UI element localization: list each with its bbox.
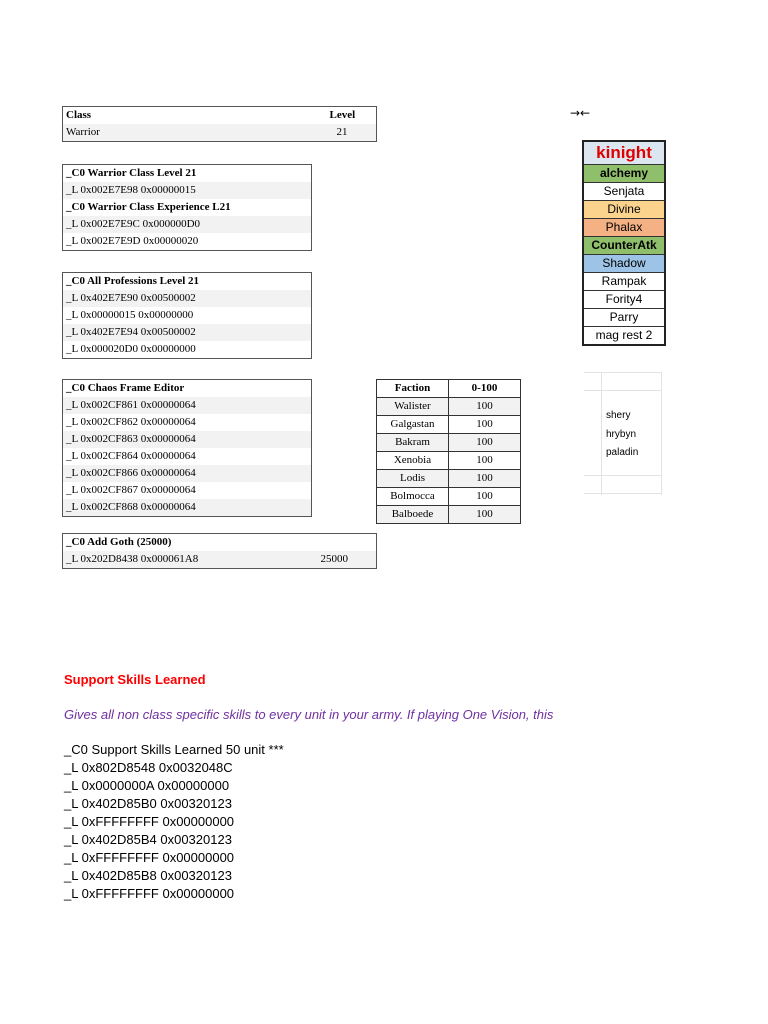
add-goth-table <box>62 533 377 569</box>
faction-name: Xenobia <box>377 452 449 470</box>
faction-value: 100 <box>449 452 521 470</box>
arrows-glyph: →← <box>570 106 591 120</box>
faction-name: Balboede <box>377 506 449 524</box>
chaos-frame-table <box>62 379 312 517</box>
table-row <box>377 488 521 506</box>
table-row <box>63 397 312 414</box>
knight-list-item: Divine <box>584 201 664 219</box>
knight-skill-list <box>582 140 666 346</box>
table-row <box>63 324 312 341</box>
cell-text: _L 0x002CF867 0x00000064 <box>66 484 196 496</box>
cell-text: _C0 Warrior Class Experience L21 <box>66 201 231 213</box>
cell-text: _L 0x000020D0 0x00000000 <box>66 343 196 355</box>
knight-list-item: alchemy <box>584 165 664 183</box>
faction-value: 100 <box>449 470 521 488</box>
table-row <box>63 216 312 233</box>
cell-text: _L 0x002CF868 0x00000064 <box>63 499 312 517</box>
knight-list-item: Phalax <box>584 219 664 237</box>
table-row <box>377 434 521 452</box>
faction-name: Bolmocca <box>377 488 449 506</box>
faction-header: Faction <box>377 380 449 398</box>
cell-text: _L 0x002CF861 0x00000064 <box>63 397 312 414</box>
knight-list-item: Parry <box>584 309 664 327</box>
faction-name: Bakram <box>377 434 449 452</box>
table-row <box>63 233 312 251</box>
cell-text: _L 0x002CF864 0x00000064 <box>66 450 196 462</box>
cell-text: _L 0x002CF863 0x00000064 <box>63 431 312 448</box>
name-item: hrybyn <box>606 429 637 440</box>
cell-text: _L 0x402E7E94 0x00500002 <box>63 324 312 341</box>
table-row <box>63 431 312 448</box>
table-row <box>63 341 312 359</box>
names-sheet <box>584 372 662 495</box>
code-line: _L 0xFFFFFFFF 0x00000000 <box>64 886 235 901</box>
cell-text: _C0 All Professions Level 21 <box>66 275 200 287</box>
table-row <box>63 551 377 569</box>
table-row <box>63 199 312 216</box>
class-level-table <box>62 106 377 142</box>
cell-text: _L 0x002E7E9C 0x000000D0 <box>63 216 312 233</box>
cell-text: _C0 Chaos Frame Editor <box>66 382 185 394</box>
table-row <box>63 482 312 499</box>
name-item: shery <box>606 410 631 421</box>
table-row <box>63 273 312 291</box>
table-row <box>63 465 312 482</box>
table-row <box>63 307 312 324</box>
table-header-row <box>377 380 521 398</box>
table-row <box>63 165 312 183</box>
table-row <box>63 380 312 398</box>
goth-header: _C0 Add Goth (25000) <box>63 534 377 552</box>
level-value: 21 <box>303 124 377 142</box>
cell-text: _L 0x002CF862 0x00000064 <box>66 416 196 428</box>
table-row <box>377 416 521 434</box>
table-header-row <box>63 107 377 125</box>
class-header: Class <box>63 107 303 125</box>
faction-value: 100 <box>449 416 521 434</box>
code-line: _L 0x0000000A 0x00000000 <box>64 778 230 793</box>
faction-name: Lodis <box>377 470 449 488</box>
class-value: Warrior <box>63 124 303 142</box>
goth-value: 25000 <box>303 551 377 569</box>
goth-code: _L 0x202D8438 0x000061A8 <box>63 551 303 569</box>
table-row <box>377 452 521 470</box>
code-line: _L 0xFFFFFFFF 0x00000000 <box>64 850 235 865</box>
knight-list-item: Fority4 <box>584 291 664 309</box>
value-header: 0-100 <box>449 380 521 398</box>
table-row <box>377 506 521 524</box>
support-description: Gives all non class specific skills to every unit in your army. If playing One Vision, this <box>64 707 554 722</box>
knight-list-item: Shadow <box>584 255 664 273</box>
faction-value: 100 <box>449 398 521 416</box>
level-header: Level <box>303 107 377 125</box>
cell-text: _L 0x002E7E9D 0x00000020 <box>66 235 199 247</box>
code-line: _L 0x402D85B4 0x00320123 <box>64 832 232 847</box>
knight-list-item: mag rest 2 <box>584 327 664 344</box>
table-row <box>63 182 312 199</box>
table-row <box>63 124 377 142</box>
table-row <box>63 499 312 517</box>
code-line: _C0 Support Skills Learned 50 unit *** <box>64 742 284 757</box>
cell-text: _L 0x002E7E98 0x00000015 <box>63 182 312 199</box>
faction-name: Galgastan <box>377 416 449 434</box>
support-code-block <box>64 741 284 903</box>
professions-table <box>62 272 312 359</box>
faction-table <box>376 379 521 524</box>
faction-value: 100 <box>449 488 521 506</box>
table-row <box>63 414 312 431</box>
warrior-class-table <box>62 164 312 251</box>
knight-list-item: CounterAtk <box>584 237 664 255</box>
name-item: paladin <box>606 447 639 458</box>
faction-value: 100 <box>449 434 521 452</box>
knight-list-item: kinight <box>584 142 664 165</box>
table-row <box>377 470 521 488</box>
faction-name: Walister <box>377 398 449 416</box>
cell-text: _L 0x402E7E90 0x00500002 <box>63 290 312 307</box>
code-line: _L 0xFFFFFFFF 0x00000000 <box>64 814 235 829</box>
cell-text: _L 0x00000015 0x00000000 <box>66 309 194 321</box>
support-heading: Support Skills Learned <box>64 672 206 687</box>
code-line: _L 0x402D85B8 0x00320123 <box>64 868 232 883</box>
table-header-row <box>63 534 377 552</box>
knight-list-item: Senjata <box>584 183 664 201</box>
cell-text: _L 0x002CF866 0x00000064 <box>63 465 312 482</box>
knight-list-item: Rampak <box>584 273 664 291</box>
faction-value: 100 <box>449 506 521 524</box>
table-row <box>377 398 521 416</box>
code-line: _L 0x402D85B0 0x00320123 <box>64 796 232 811</box>
code-line: _L 0x802D8548 0x0032048C <box>64 760 233 775</box>
table-row <box>63 290 312 307</box>
table-row <box>63 448 312 465</box>
cell-text: _C0 Warrior Class Level 21 <box>66 167 197 179</box>
